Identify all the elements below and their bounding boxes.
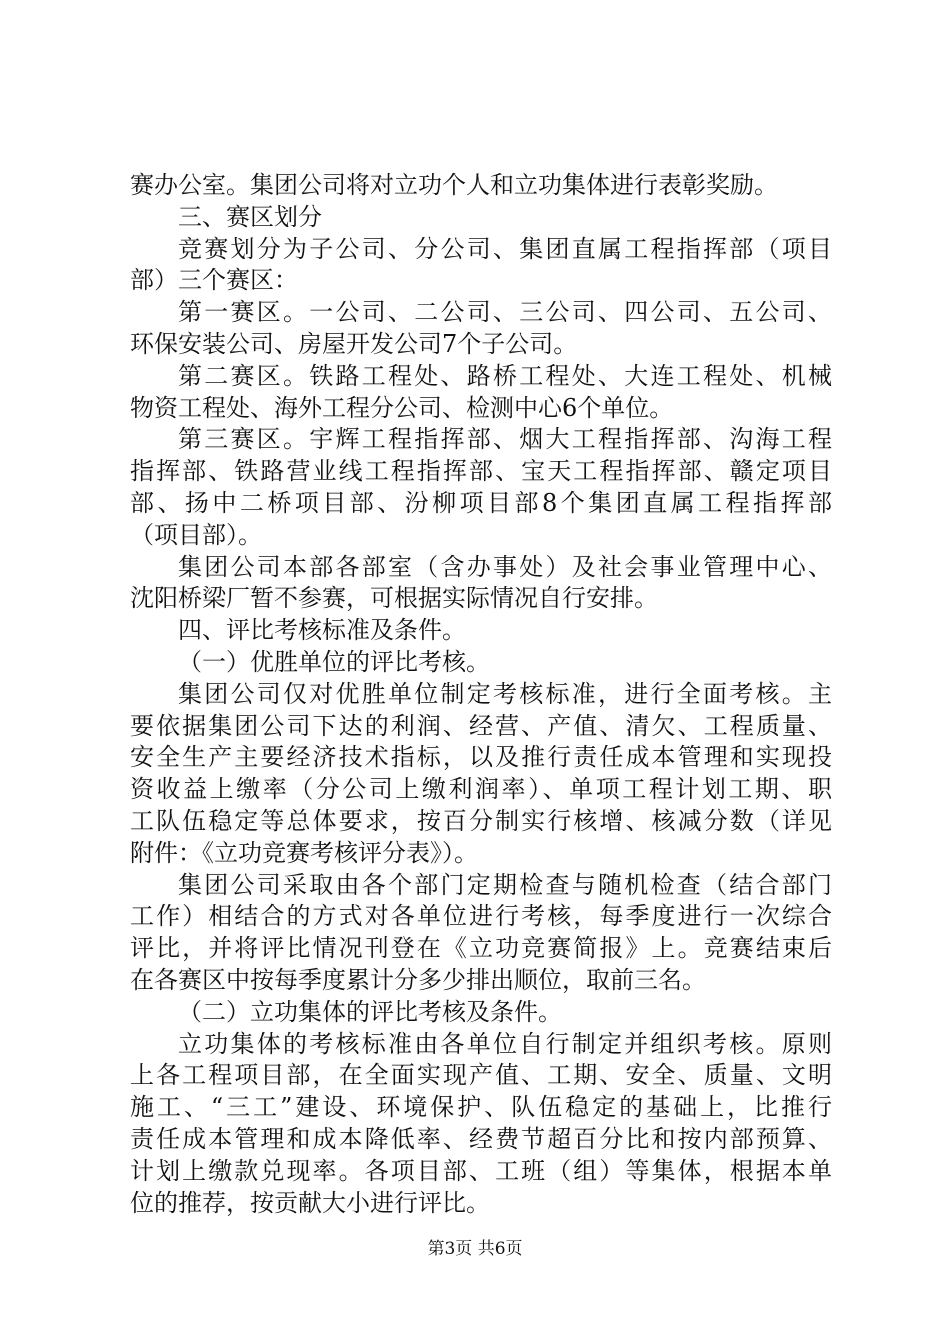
document-line: 沈阳桥梁厂暂不参赛，可根据实际情况自行安排。 xyxy=(130,584,658,613)
document-line: 第二赛区。铁路工程处、路桥工程处、大连工程处、机械 xyxy=(178,361,832,390)
document-line: 四、评比考核标准及条件。 xyxy=(178,616,466,645)
document-line: 环保安装公司、房屋开发公司7个子公司。 xyxy=(130,329,578,358)
document-line: 工队伍稳定等总体要求，按百分制实行核增、核减分数（详见 xyxy=(130,806,832,835)
document-line: （一）优胜单位的评比考核。 xyxy=(178,647,490,676)
document-line: 集团公司仅对优胜单位制定考核标准，进行全面考核。主 xyxy=(178,679,832,708)
document-line: 物资工程处、海外工程分公司、检测中心6个单位。 xyxy=(130,393,674,422)
document-line: 施工、“三工”建设、环境保护、队伍稳定的基础上，比推行 xyxy=(130,1093,832,1122)
document-line: 在各赛区中按每季度累计分多少排出顺位，取前三名。 xyxy=(130,965,706,994)
document-line: 集团公司本部各部室（含办事处）及社会事业管理中心、 xyxy=(178,552,832,581)
document-line: 三、赛区划分 xyxy=(178,202,322,231)
document-line: 附件：《立功竞赛考核评分表》）。 xyxy=(130,838,478,867)
document-line: （项目部）。 xyxy=(130,520,262,549)
document-line: （二）立功集体的评比考核及条件。 xyxy=(178,997,562,1026)
document-line: 部、扬中二桥项目部、汾柳项目部8个集团直属工程指挥部 xyxy=(130,488,832,517)
document-line: 集团公司采取由各个部门定期检查与随机检查（结合部门 xyxy=(178,870,832,899)
document-line: 计划上缴款兑现率。各项目部、工班（组）等集体，根据本单 xyxy=(130,1156,832,1185)
document-line: 第一赛区。一公司、二公司、三公司、四公司、五公司、 xyxy=(178,298,832,327)
document-line: 指挥部、铁路营业线工程指挥部、宝天工程指挥部、赣定项目 xyxy=(130,457,832,486)
document-body xyxy=(130,170,832,1219)
document-line: 评比，并将评比情况刊登在《立功竞赛简报》上。竞赛结束后 xyxy=(130,934,832,963)
document-line: 位的推荐，按贡献大小进行评比。 xyxy=(130,1188,490,1217)
document-line: 资收益上缴率（分公司上缴利润率）、单项工程计划工期、职 xyxy=(130,775,832,804)
document-line: 工作）相结合的方式对各单位进行考核，每季度进行一次综合 xyxy=(130,902,832,931)
document-line: 竞赛划分为子公司、分公司、集团直属工程指挥部（项目 xyxy=(178,234,832,263)
document-line: 部）三个赛区： xyxy=(130,266,298,295)
document-line: 责任成本管理和成本降低率、经费节超百分比和按内部预算、 xyxy=(130,1124,832,1153)
document-line: 上各工程项目部，在全面实现产值、工期、安全、质量、文明 xyxy=(130,1061,832,1090)
document-line: 要依据集团公司下达的利润、经营、产值、清欠、工程质量、 xyxy=(130,711,832,740)
page-footer: 第3页 共6页 xyxy=(427,1239,523,1259)
document-line: 立功集体的考核标准由各单位自行制定并组织考核。原则 xyxy=(178,1029,832,1058)
document-line: 第三赛区。宇辉工程指挥部、烟大工程指挥部、沟海工程 xyxy=(178,425,832,454)
document-line: 安全生产主要经济技术指标，以及推行责任成本管理和实现投 xyxy=(130,743,832,772)
document-line: 赛办公室。集团公司将对立功个人和立功集体进行表彰奖励。 xyxy=(130,171,778,199)
